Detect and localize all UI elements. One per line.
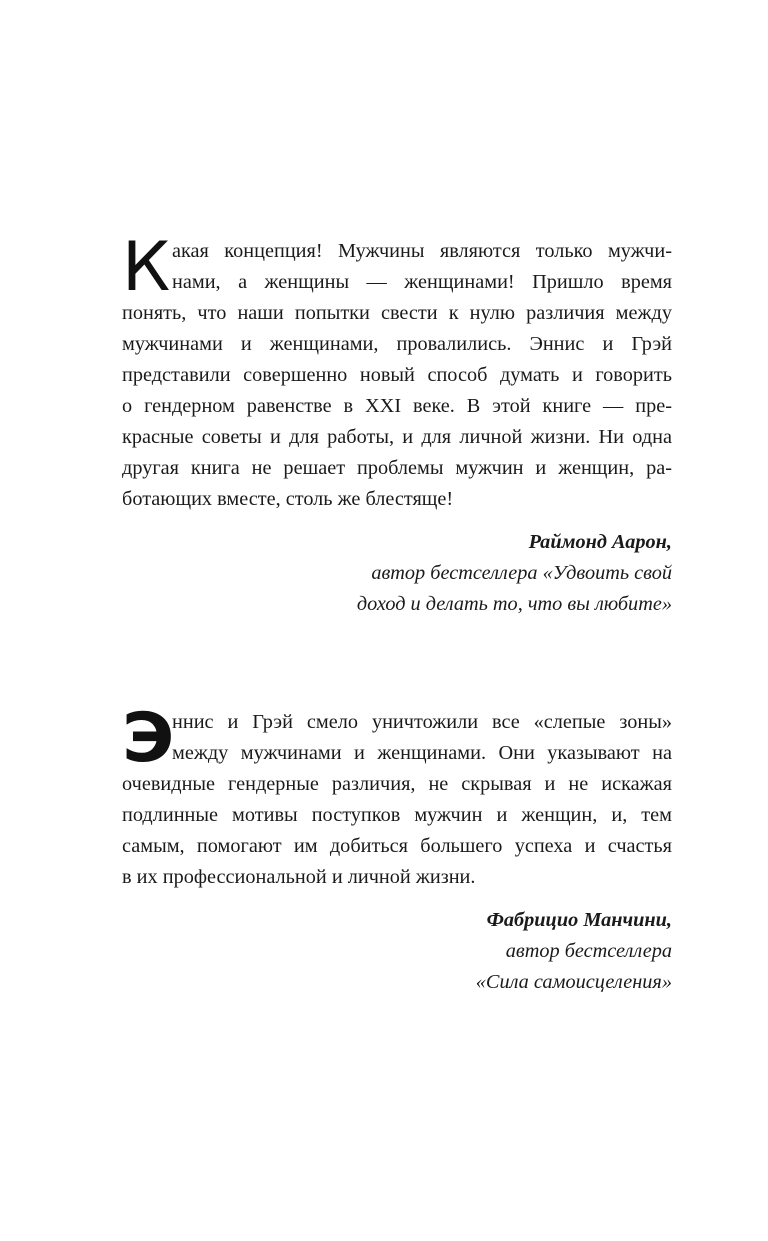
text-line: между мужчинами и женщинами. Они указывают на <box>172 742 672 764</box>
testimonial-1-attribution <box>122 527 672 620</box>
drop-cap: К <box>122 228 169 307</box>
author-description: автор бестселлера «Удвоить свой <box>371 562 672 584</box>
text-line: красные советы и для работы, и для личной жизни. Ни одна <box>122 426 672 448</box>
text-line: в их профессиональной и личной жизни. <box>122 866 476 888</box>
author-description: «Сила самоисцеления» <box>475 971 672 993</box>
text-line: ботающих вместе, столь же блестяще! <box>122 488 454 510</box>
testimonial-2 <box>122 699 672 998</box>
author-description: доход и делать то, что вы любите» <box>356 593 672 615</box>
testimonial-2-text <box>122 699 672 893</box>
text-line: очевидные гендерные различия, не скрывая и не искажая <box>122 773 672 795</box>
text-line: понять, что наши попытки свести к нулю различия между <box>122 302 672 324</box>
testimonial-1 <box>122 228 672 620</box>
text-line: нами, а женщины — женщинами! Пришло время <box>172 271 672 293</box>
drop-cap: Э <box>122 699 173 778</box>
book-page <box>122 0 672 1241</box>
text-line: ннис и Грэй смело уничтожили все «слепые зоны» <box>172 711 672 733</box>
text-line: самым, помогают им добиться большего успеха и счастья <box>122 835 672 857</box>
author-description: автор бестселлера <box>505 940 672 962</box>
author-name: Раймонд Аарон, <box>528 531 672 553</box>
text-line: подлинные мотивы поступков мужчин и женщин, и, тем <box>122 804 672 826</box>
text-line: другая книга не решает проблемы мужчин и женщин, ра- <box>122 457 672 479</box>
author-name: Фабрицио Манчини, <box>486 909 672 931</box>
testimonial-2-attribution <box>122 905 672 998</box>
text-line: мужчинами и женщинами, провалились. Эннис и Грэй <box>122 333 672 355</box>
text-line: о гендерном равенстве в XXI веке. В этой книге — пре- <box>122 395 672 417</box>
text-line: акая концепция! Мужчины являются только мужчи- <box>172 240 672 262</box>
testimonial-1-text <box>122 228 672 515</box>
text-line: представили совершенно новый способ думать и говорить <box>122 364 672 386</box>
